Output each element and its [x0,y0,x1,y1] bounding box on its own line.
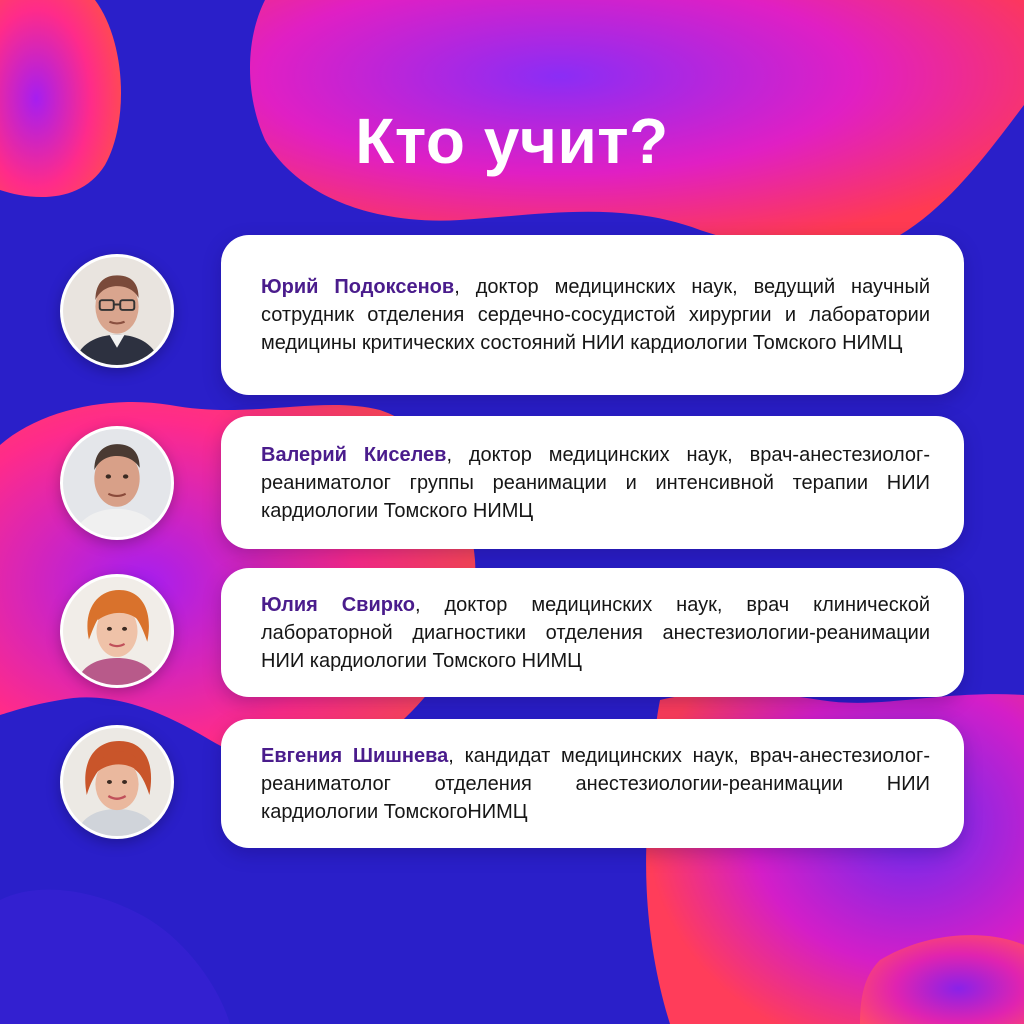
teacher-card [221,416,964,549]
avatar [60,426,174,540]
man-portrait-icon [63,429,171,537]
teacher-card [221,568,964,697]
teacher-info [261,742,930,826]
woman-portrait-icon [63,577,171,685]
teacher-name: Юрий Подоксенов [261,276,455,298]
teacher-card [221,719,964,848]
teacher-description: , доктор медицинских наук, врач-анестезиолог-реаниматолог группы реанимации и интенсивной терапии НИИ кардиологии Томского НИМЦ [261,443,930,522]
man-portrait-icon [63,257,171,365]
teacher-info [261,591,930,675]
teacher-name: Юлия Свирко [261,593,415,616]
teacher-card [221,235,964,395]
teacher-info [261,441,930,525]
avatar [60,574,174,688]
teacher-description: , доктор медицинских наук, врач клинической лабораторной диагностики отделения анестезиологии-реанимации НИИ кардиологии Томского НИМЦ [261,593,930,672]
avatar [60,254,174,368]
woman-portrait-icon [63,728,171,836]
teacher-description: , кандидат медицинских наук, врач-анестезиолог-реаниматолог отделения анестезиологии-реанимации НИИ кардиологии ТомскогоНИМЦ [261,744,930,823]
teacher-info [261,273,930,357]
teacher-description: , доктор медицинских наук, ведущий научный сотрудник отделения сердечно-сосудистой хирургии и лаборатории медицины критических состояний НИИ кардиологии Томского НИМЦ [261,276,931,354]
teacher-name: Валерий Киселев [261,443,447,466]
avatar [60,725,174,839]
page-title: Кто учит? [355,105,669,177]
teacher-name: Евгения Шишнева [261,744,449,767]
